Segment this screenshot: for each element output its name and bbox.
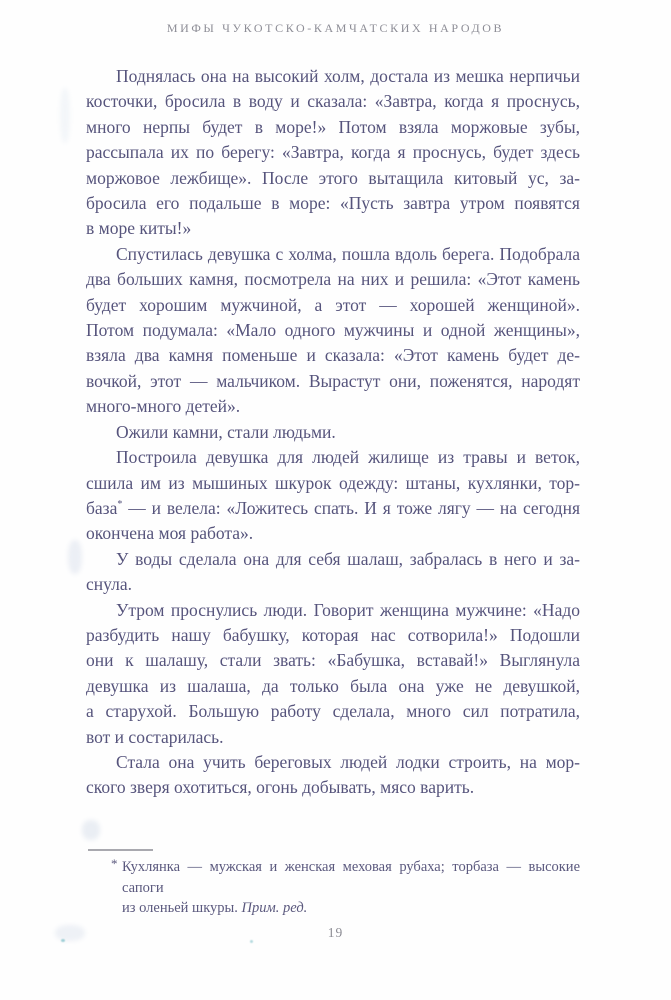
text-line: Утром проснулись люди. Говорит женщина мужчине: «Надо (116, 599, 580, 620)
footnote-divider (88, 849, 153, 851)
text-line: вочкой, этот — мальчиком. Вырастут они, поженятся, народят (86, 370, 580, 391)
text-line: два больших камня, посмотрела на них и решила: «Этот камень (86, 269, 580, 290)
text-line: девушка из шалаша, да только была она уже не девушкой, (86, 675, 580, 696)
footnote-marker: * (111, 856, 118, 871)
text-line: У воды сделала она для себя шалаш, забралась в него и за- (116, 548, 580, 569)
text-line: Построила девушка для людей жилище из травы и веток, (116, 447, 580, 468)
paragraph (86, 547, 580, 598)
text-line: Спустилась девушка с холма, пошла вдоль берега. Подобрала (116, 243, 580, 264)
paragraph (86, 598, 580, 750)
text-line: они к шалашу, стали звать: «Бабушка, вставай!» Выглянула (86, 650, 580, 671)
footnote-text: из оленьей шкуры. (122, 900, 242, 916)
text-line: вот и состарилась. (86, 726, 224, 747)
text-line: взяла два камня поменьше и сказала: «Этот камень будет де- (86, 345, 580, 366)
text-line: Стала она учить береговых людей лодки строить, на мор- (116, 751, 580, 772)
running-header: МИФЫ ЧУКОТСКО-КАМЧАТСКИХ НАРОДОВ (166, 21, 505, 35)
text-line: а старухой. Большую работу сделала, много сил потратила, (86, 701, 580, 722)
paragraph (86, 64, 580, 242)
footnote (86, 857, 580, 919)
text-line: много-много детей». (86, 396, 241, 417)
paragraph (86, 445, 580, 547)
text-line: окончена моя работа». (86, 523, 254, 544)
scan-artifact (82, 820, 100, 840)
text-line: ского зверя охотиться, огонь добывать, мясо варить. (86, 777, 475, 798)
footnote-line (122, 898, 580, 919)
text-line: много нерпы будет в море!» Потом взяла моржовые зубы, (86, 116, 580, 137)
text-line: Потом подумала: «Мало одного мужчины и одной женщины», (86, 320, 580, 341)
text-body (86, 64, 580, 801)
text-line: бросила его подальше в море: «Пусть завтра утром появятся (86, 193, 580, 214)
text-line: моржовое лежбище». После этого вытащила китовый ус, за- (86, 167, 580, 188)
text-line: разбудить нашу бабушку, которая нас сотворила!» Подошли (86, 624, 580, 645)
text-line: база* — и велела: «Ложитесь спать. И я тоже лягу — на сегодня (86, 497, 580, 518)
scan-artifact (68, 540, 82, 574)
text-line: в море киты!» (86, 218, 192, 239)
footnote-reference-marker: * (117, 499, 123, 511)
text-line: рассыпала их по берегу: «Завтра, когда я проснусь, будет здесь (86, 142, 580, 163)
footnote-line: Кухлянка — мужская и женская меховая рубаха; торбаза — высокие сапоги (122, 859, 580, 896)
page-number: 19 (327, 925, 344, 940)
paragraph (86, 242, 580, 420)
paragraph (86, 750, 580, 801)
text-line: сшила им из мышиных шкурок одежду: штаны, кухлянки, тор- (86, 472, 580, 493)
text-line: Ожили камни, стали людьми. (116, 421, 336, 442)
text-line: Поднялась она на высокий холм, достала из мешка нерпичьи (116, 66, 580, 86)
footnote-editor-note: Прим. ред. (241, 900, 308, 916)
scan-artifact (60, 88, 70, 143)
paragraph (86, 420, 580, 445)
text-line: косточки, бросила в воду и сказала: «Завтра, когда я проснусь, (86, 91, 580, 112)
text-line: снула. (86, 574, 132, 595)
text-line: будет хорошим мужчиной, а этот — хорошей женщиной». (86, 294, 580, 315)
